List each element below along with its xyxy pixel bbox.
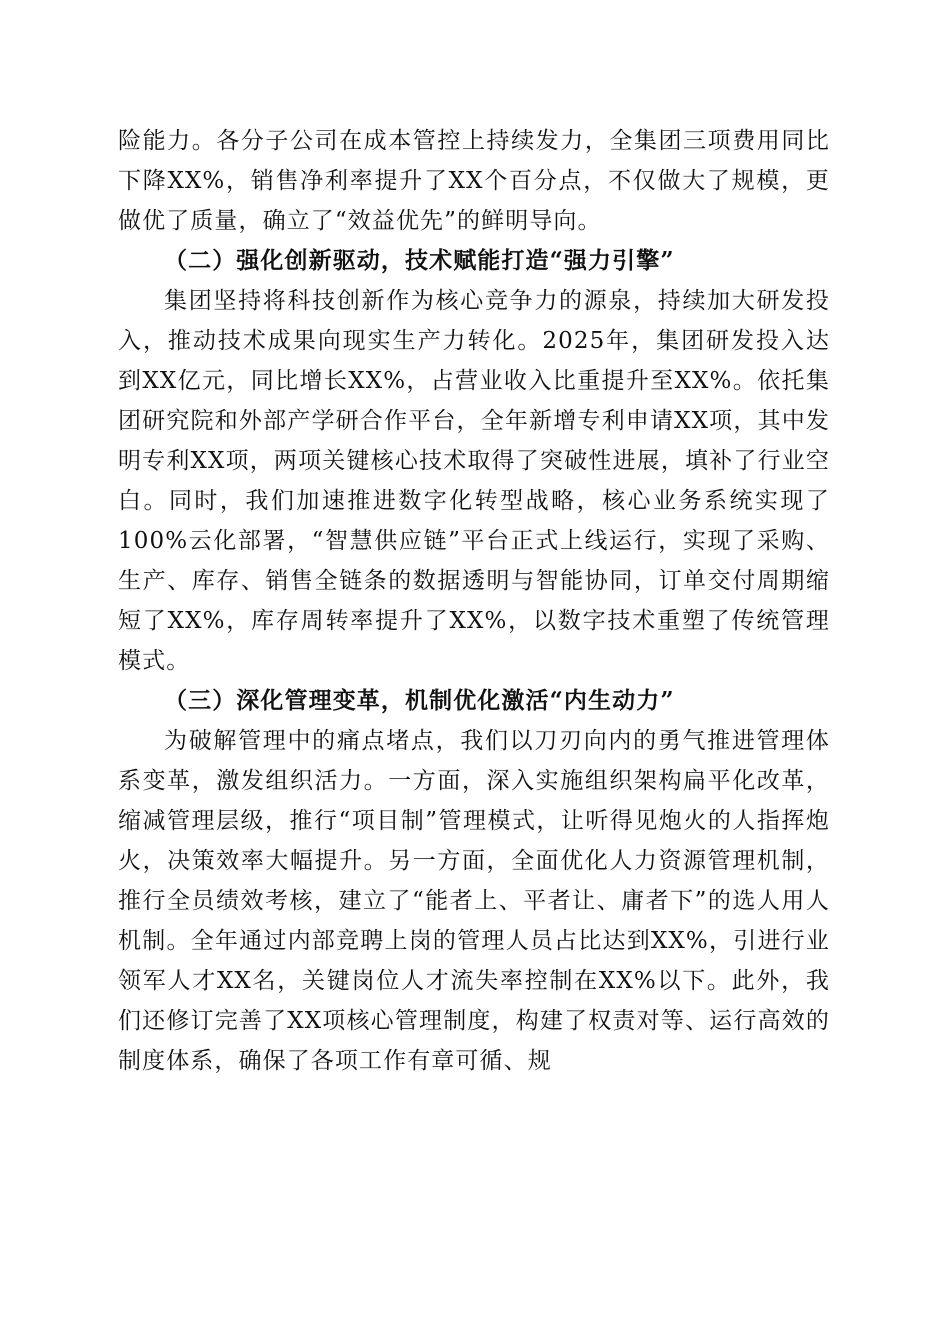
paragraph-continuation: 险能力。各分子公司在成本管控上持续发力，全集团三项费用同比下降XX%，销售净利率提升了XX个百分点，不仅做大了规模，更做优了质量，确立了“效益优先”的鲜明导向。 (118, 128, 830, 234)
paragraph-innovation: 集团坚持将科技创新作为核心竞争力的源泉，持续加大研发投入，推动技术成果向现实生产力转化。2025年，集团研发投入达到XX亿元，同比增长XX%，占营业收入比重提升至XX%。依托集团研究院和外部产学研合作平台，全年新增专利申请XX项，其中发明专利XX项，两项关键核心技术取得了突破性进展，填补了行业空白。同时，我们加速推进数字化转型战略，核心业务系统实现了100%云化部署，“智慧供应链”平台正式上线运行，实现了采购、生产、库存、销售全链条的数据透明与智能协同，订单交付周期缩短了XX%，库存周转率提升了XX%，以数字技术重塑了传统管理模式。 (118, 288, 830, 674)
document-body (118, 121, 830, 1081)
section-heading-innovation: （二）强化创新驱动，技术赋能打造“强力引擎” (164, 247, 675, 274)
paragraph-management: 为破解管理中的痛点堵点，我们以刀刃向内的勇气推进管理体系变革，激发组织活力。一方面，深入实施组织架构扁平化改革，缩减管理层级，推行“项目制”管理模式，让听得见炮火的人指挥炮火，决策效率大幅提升。另一方面，全面优化人力资源管理机制，推行全员绩效考核，建立了“能者上、平者让、庸者下”的选人用人机制。全年通过内部竞聘上岗的管理人员占比达到XX%，引进行业领军人才XX名，关键岗位人才流失率控制在XX%以下。此外，我们还修订完善了XX项核心管理制度，构建了权责对等、运行高效的制度体系，确保了各项工作有章可循、规 (118, 728, 830, 1074)
section-heading-management: （三）深化管理变革，机制优化激活“内生动力” (164, 687, 675, 714)
